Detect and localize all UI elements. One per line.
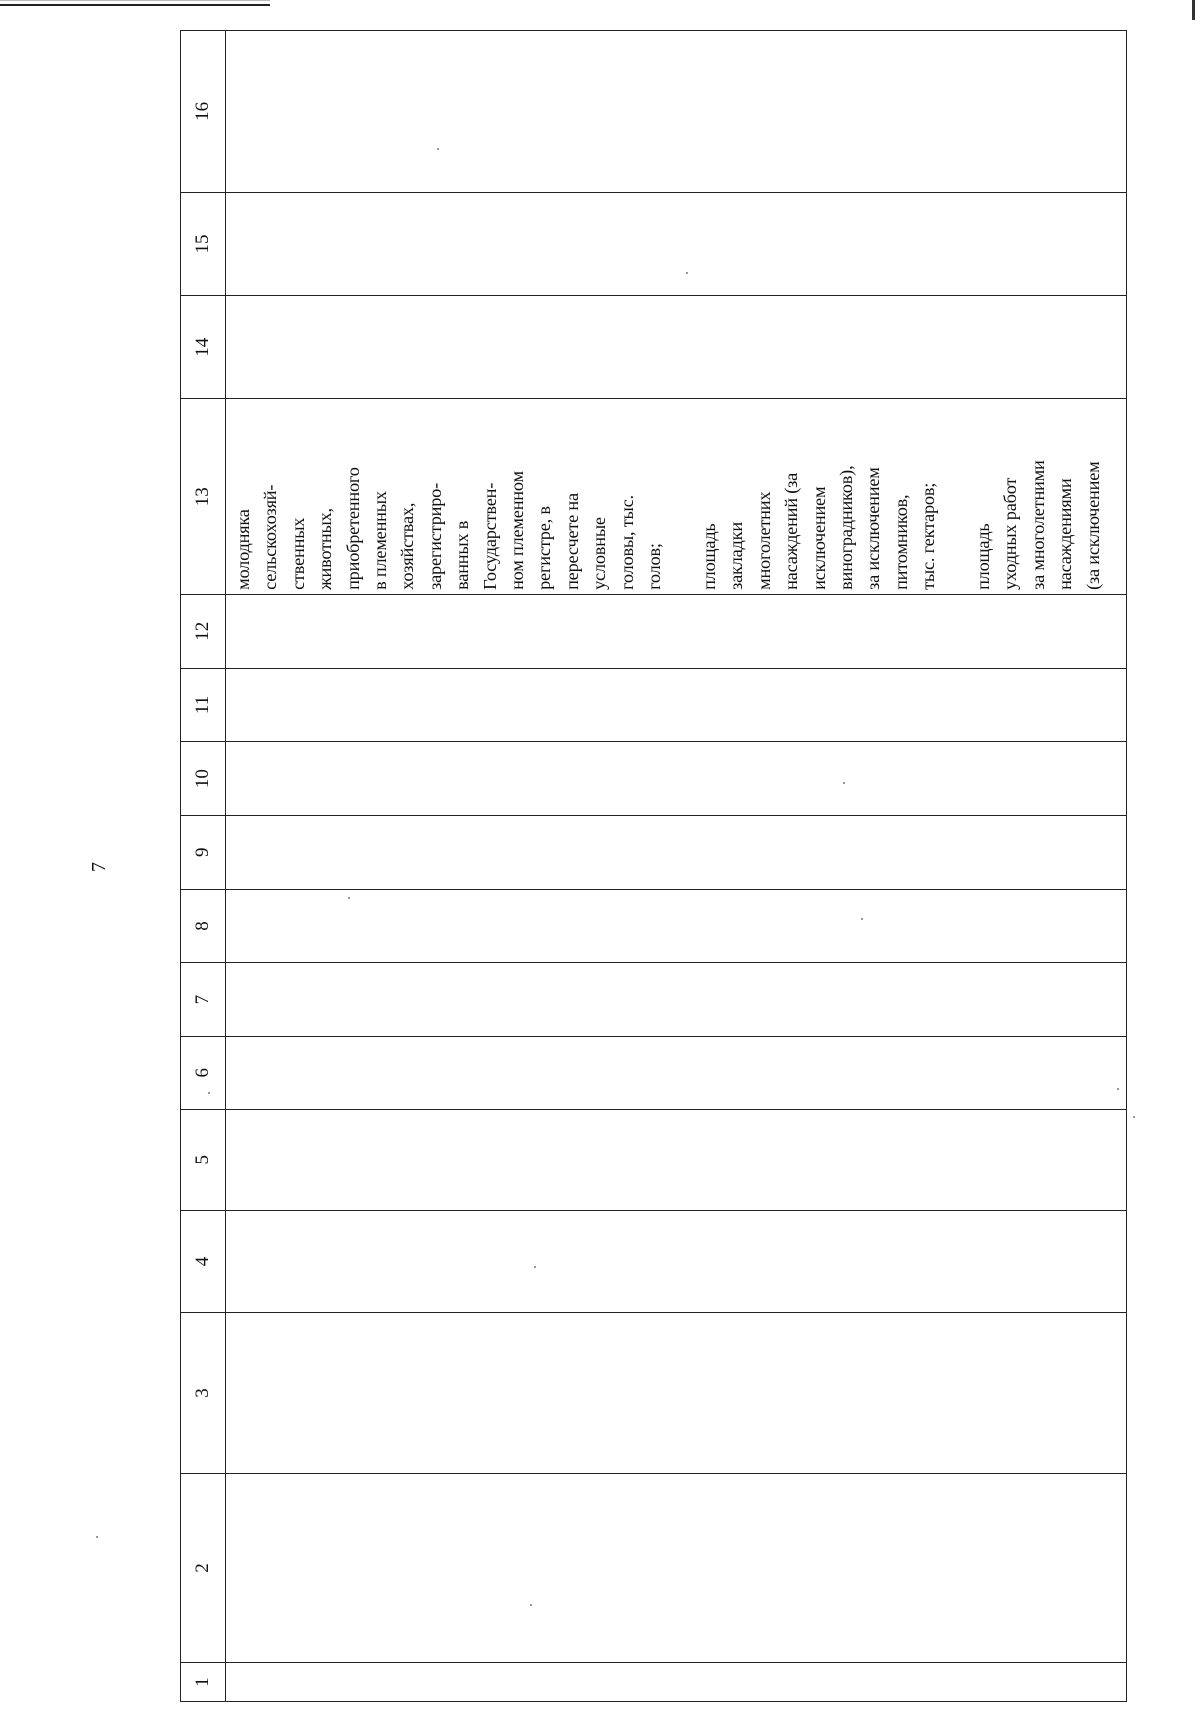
cell-col-5 — [226, 1109, 1127, 1210]
cell-col-3 — [226, 1313, 1127, 1474]
cell-col-6 — [226, 1036, 1127, 1109]
cell-col-11 — [226, 668, 1127, 742]
table-body-row — [226, 31, 1127, 1702]
col-number-1: 1 — [181, 1663, 226, 1702]
scan-speck — [96, 1536, 98, 1538]
scan-speck — [686, 272, 688, 274]
scan-speck — [861, 918, 863, 920]
col-number-8: 8 — [181, 889, 226, 963]
col-number-12: 12 — [181, 594, 226, 668]
column-number-row — [181, 31, 226, 1702]
indicator-text: молодняка сельскохозяй- ственных животных, приобретенного в племенных хозяйствах, зарегистриро- ванных в Государствен- ном племенном регистре, в пересчете на условные головы, тыс. голов; площадь закладки многолетних насаждений (за исключением виноградников), за исключением питомников, тыс. гектаров; площадь уходных работ за многолетними насаждениями (за исключением — [233, 460, 1103, 590]
cell-col-4 — [226, 1210, 1127, 1312]
cell-col-16 — [226, 31, 1127, 193]
cell-col-1 — [226, 1663, 1127, 1702]
scan-speck — [1133, 1116, 1135, 1118]
page-number: 7 — [87, 862, 110, 872]
col-number-7: 7 — [181, 963, 226, 1037]
scan-speck — [530, 1604, 532, 1606]
cell-col-10 — [226, 742, 1127, 816]
col-number-2: 2 — [181, 1473, 226, 1662]
scan-speck — [534, 1266, 536, 1268]
scan-speck — [843, 782, 845, 784]
col-number-15: 15 — [181, 192, 226, 295]
cell-col-14 — [226, 296, 1127, 399]
rotated-table-sheet — [180, 30, 1127, 1702]
scan-speck — [437, 148, 439, 150]
top-rule — [0, 4, 270, 6]
cell-col-15 — [226, 192, 1127, 295]
corner-mark — [1192, 0, 1195, 20]
scan-speck — [1117, 1088, 1119, 1090]
cell-col-2 — [226, 1473, 1127, 1662]
col-number-14: 14 — [181, 296, 226, 399]
cell-col-8 — [226, 889, 1127, 963]
scan-speck — [208, 1092, 210, 1094]
cell-col-13 — [226, 399, 1127, 594]
col-number-13: 13 — [181, 399, 226, 594]
col-number-9: 9 — [181, 815, 226, 889]
col-number-5: 5 — [181, 1109, 226, 1210]
col-number-6: 6 — [181, 1036, 226, 1109]
top-scan-line — [0, 0, 270, 1]
col-number-16: 16 — [181, 31, 226, 193]
table-rotator — [180, 30, 1127, 1702]
cell-col-9 — [226, 815, 1127, 889]
col-number-3: 3 — [181, 1313, 226, 1474]
col-number-11: 11 — [181, 668, 226, 742]
col-number-4: 4 — [181, 1210, 226, 1312]
data-table — [180, 30, 1127, 1702]
scan-speck — [348, 897, 350, 899]
col-number-10: 10 — [181, 742, 226, 816]
cell-col-12 — [226, 594, 1127, 668]
cell-col-7 — [226, 963, 1127, 1037]
